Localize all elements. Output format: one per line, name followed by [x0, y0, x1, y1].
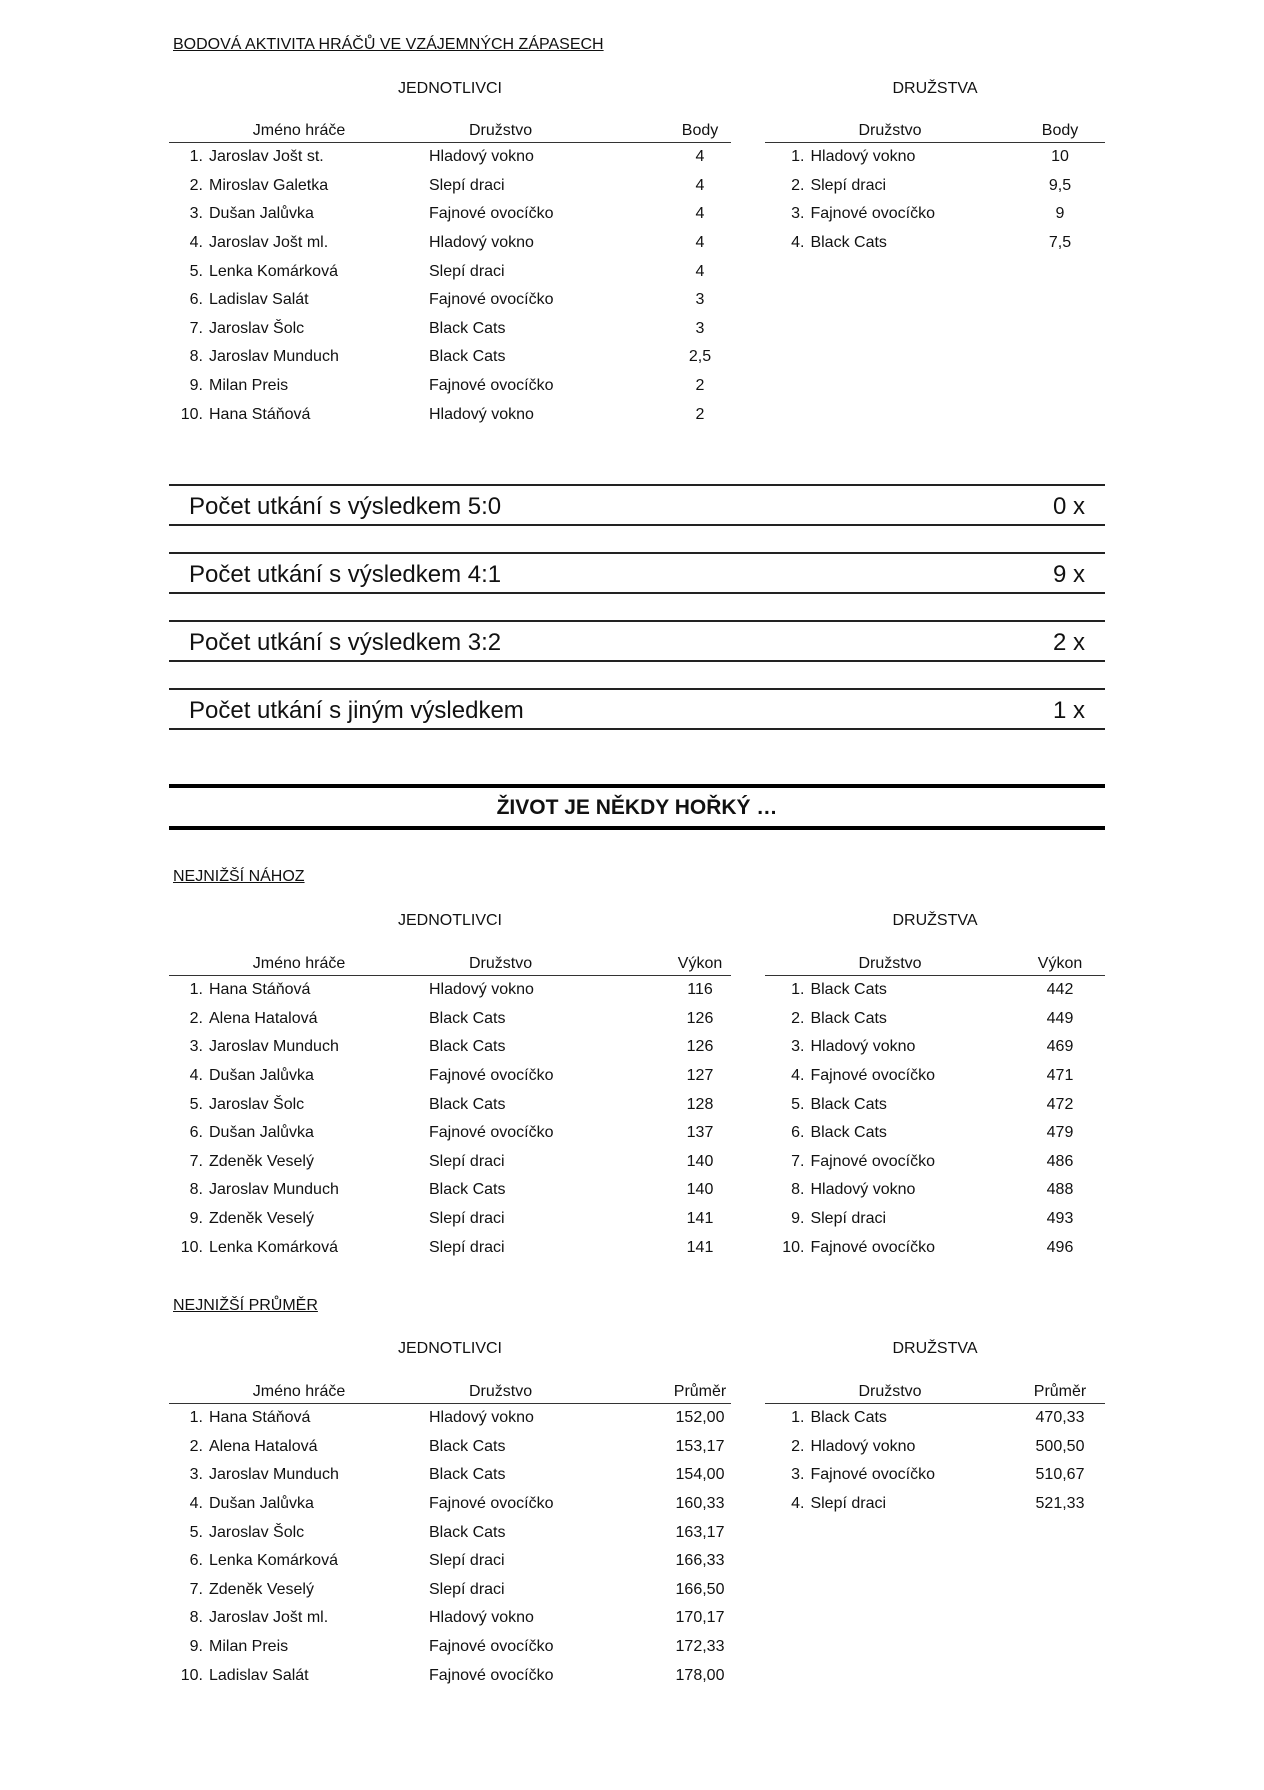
team-name-cell: Hladový vokno [429, 148, 534, 166]
value-cell: 126 [686, 1009, 714, 1027]
team-name-cell: Black Cats [429, 1009, 506, 1027]
table-row [169, 1119, 731, 1148]
table-row [169, 372, 731, 401]
value-cell: 449 [1046, 1009, 1074, 1027]
rank-number-cell: 7. [189, 1580, 203, 1598]
teams-heading: DRUŽSTVA [892, 80, 978, 97]
team-name-cell: Slepí draci [429, 1210, 505, 1228]
section-title-points: BODOVÁ AKTIVITA HRÁČŮ VE VZÁJEMNÝCH ZÁPASECH [173, 36, 604, 53]
column-header: Výkon [669, 946, 731, 976]
rank-number-cell: 10. [180, 1666, 203, 1684]
team-name-cell: Fajnové ovocíčko [429, 377, 554, 395]
rank-number-cell: 2. [791, 1437, 805, 1455]
team-name-cell: Slepí draci [429, 1238, 505, 1256]
count-row [169, 552, 1105, 594]
rank-number-cell: 2. [791, 176, 805, 194]
column-header: Výkon [1015, 946, 1105, 976]
value-cell: 2,5 [688, 348, 712, 366]
team-name-cell: Fajnové ovocíčko [429, 291, 554, 309]
value-cell: 4 [695, 176, 705, 194]
player-name-cell: Lenka Komárková [209, 1552, 338, 1570]
team-name-cell: Black Cats [429, 1523, 506, 1541]
value-cell: 153,17 [675, 1437, 725, 1455]
value-cell: 170,17 [675, 1609, 725, 1627]
team-name-cell: Hladový vokno [429, 405, 534, 423]
table-row [169, 172, 731, 201]
table-row [169, 1661, 731, 1690]
team-name-cell: Fajnové ovocíčko [429, 205, 554, 223]
count-value: 9 x [1052, 561, 1085, 588]
teams-heading: DRUŽSTVA [892, 1340, 978, 1357]
section-title-lowest-average: NEJNIŽŠÍ PRŮMĚR [173, 1297, 318, 1314]
value-cell: 127 [686, 1067, 714, 1085]
value-cell: 4 [695, 234, 705, 252]
table-row [765, 1119, 1105, 1148]
rank-number-cell: 2. [189, 176, 203, 194]
column-header: Družstvo [765, 946, 1015, 976]
table-row [169, 343, 731, 372]
team-name-cell: Fajnové ovocíčko [429, 1067, 554, 1085]
team-name-cell: Fajnové ovocíčko [429, 1638, 554, 1656]
rank-number-cell: 3. [791, 205, 805, 223]
table-row [765, 1148, 1105, 1177]
rank-number-cell: 1. [189, 148, 203, 166]
table-row [169, 1062, 731, 1091]
value-cell: 116 [687, 981, 713, 999]
player-name-cell: Jaroslav Šolc [209, 1523, 305, 1541]
column-header: Průměr [1015, 1374, 1105, 1404]
value-cell: 521,33 [1035, 1495, 1085, 1513]
value-cell: 493 [1046, 1210, 1074, 1228]
team-name-cell: Black Cats [429, 1181, 506, 1199]
count-value: 2 x [1052, 629, 1085, 656]
table-row [765, 1062, 1105, 1091]
column-header: Jméno hráče [169, 946, 429, 976]
value-cell: 166,50 [675, 1580, 725, 1598]
player-name-cell: Hana Stáňová [209, 405, 311, 423]
column-header: Družstvo [765, 113, 1015, 143]
rank-number-cell: 9. [189, 1638, 203, 1656]
rank-number-cell: 1. [791, 1409, 805, 1427]
player-name-cell: Jaroslav Šolc [209, 1095, 305, 1113]
value-cell: 126 [686, 1038, 714, 1056]
count-row [169, 688, 1105, 730]
column-header: Jméno hráče [169, 1374, 429, 1404]
team-name-cell: Black Cats [429, 348, 506, 366]
team-name-cell: Black Cats [810, 1124, 887, 1142]
rank-number-cell: 9. [189, 377, 203, 395]
rank-number-cell: 5. [189, 1095, 203, 1113]
rank-number-cell: 3. [189, 1038, 203, 1056]
value-cell: 172,33 [675, 1638, 725, 1656]
table-row [169, 1518, 731, 1547]
rank-number-cell: 4. [189, 1067, 203, 1085]
table-row [169, 1433, 731, 1462]
table-row [765, 1176, 1105, 1205]
table-row [169, 1176, 731, 1205]
rank-number-cell: 1. [189, 1409, 203, 1427]
column-header: Body [669, 113, 731, 143]
individuals-heading: JEDNOTLIVCI [397, 80, 502, 97]
player-name-cell: Jaroslav Jošt ml. [209, 234, 329, 252]
table-row [169, 257, 731, 286]
table-row [169, 1033, 731, 1062]
team-name-cell: Hladový vokno [429, 234, 534, 252]
player-name-cell: Jaroslav Munduch [209, 1466, 339, 1484]
value-cell: 10 [1051, 148, 1069, 166]
player-name-cell: Dušan Jalůvka [209, 205, 314, 223]
table-row [765, 1490, 1105, 1519]
value-cell: 442 [1046, 981, 1074, 999]
rank-number-cell: 5. [791, 1095, 805, 1113]
team-name-cell: Fajnové ovocíčko [810, 1238, 935, 1256]
rank-number-cell: 4. [791, 234, 805, 252]
team-lowest-average-table [765, 1374, 1105, 1518]
rank-number-cell: 6. [189, 1124, 203, 1142]
rank-number-cell: 4. [189, 234, 203, 252]
player-name-cell: Jaroslav Jošt ml. [209, 1609, 329, 1627]
individual-lowest-average-table [169, 1374, 731, 1690]
table-row [169, 1233, 731, 1262]
player-name-cell: Milan Preis [209, 377, 289, 395]
team-name-cell: Black Cats [429, 1437, 506, 1455]
value-cell: 486 [1046, 1152, 1074, 1170]
player-name-cell: Jaroslav Jošt st. [209, 148, 324, 166]
team-name-cell: Black Cats [810, 981, 887, 999]
rank-number-cell: 1. [791, 148, 805, 166]
value-cell: 9,5 [1048, 176, 1072, 194]
table-row [765, 1090, 1105, 1119]
rank-number-cell: 7. [189, 1152, 203, 1170]
rank-number-cell: 8. [189, 348, 203, 366]
table-row [169, 229, 731, 258]
team-name-cell: Fajnové ovocíčko [429, 1124, 554, 1142]
rank-number-cell: 10. [180, 405, 203, 423]
team-name-cell: Black Cats [810, 1009, 887, 1027]
team-name-cell: Slepí draci [810, 176, 887, 194]
player-name-cell: Hana Stáňová [209, 1409, 311, 1427]
section-title-lowest-throw: NEJNIŽŠÍ NÁHOZ [173, 868, 305, 885]
player-name-cell: Alena Hatalová [209, 1437, 318, 1455]
rank-number-cell: 8. [189, 1609, 203, 1627]
table-row [169, 1633, 731, 1662]
count-value: 0 x [1052, 493, 1085, 520]
individuals-heading: JEDNOTLIVCI [397, 912, 502, 929]
individual-lowest-throw-table [169, 946, 731, 1262]
table-row [765, 1005, 1105, 1034]
player-name-cell: Ladislav Salát [209, 291, 309, 309]
team-lowest-throw-table [765, 946, 1105, 1262]
table-row [765, 172, 1105, 201]
value-cell: 152,00 [675, 1409, 725, 1427]
player-name-cell: Dušan Jalůvka [209, 1124, 314, 1142]
value-cell: 140 [686, 1152, 714, 1170]
team-name-cell: Fajnové ovocíčko [810, 1152, 935, 1170]
column-header: Jméno hráče [169, 113, 429, 143]
table-row [169, 1005, 731, 1034]
player-name-cell: Jaroslav Šolc [209, 319, 305, 337]
rank-number-cell: 3. [189, 1466, 203, 1484]
rank-number-cell: 4. [189, 1495, 203, 1513]
team-name-cell: Slepí draci [810, 1210, 887, 1228]
rank-number-cell: 3. [189, 205, 203, 223]
rank-number-cell: 9. [791, 1210, 805, 1228]
table-row [169, 200, 731, 229]
player-name-cell: Jaroslav Munduch [209, 1181, 339, 1199]
value-cell: 4 [695, 205, 705, 223]
team-name-cell: Black Cats [810, 1409, 887, 1427]
player-name-cell: Alena Hatalová [209, 1009, 318, 1027]
player-name-cell: Jaroslav Munduch [209, 348, 339, 366]
team-name-cell: Slepí draci [429, 1580, 505, 1598]
value-cell: 2 [695, 377, 705, 395]
player-name-cell: Zdeněk Veselý [209, 1152, 314, 1170]
team-name-cell: Hladový vokno [810, 1181, 916, 1199]
count-label: Počet utkání s výsledkem 4:1 [189, 561, 502, 588]
count-label: Počet utkání s jiným výsledkem [189, 697, 524, 724]
team-name-cell: Hladový vokno [429, 981, 534, 999]
team-name-cell: Black Cats [429, 1038, 506, 1056]
value-cell: 140 [686, 1181, 714, 1199]
count-label: Počet utkání s výsledkem 3:2 [189, 629, 502, 656]
value-cell: 470,33 [1035, 1409, 1085, 1427]
individual-points-table [169, 113, 731, 429]
table-row [765, 1404, 1105, 1433]
team-name-cell: Black Cats [429, 319, 506, 337]
rank-number-cell: 2. [791, 1009, 805, 1027]
value-cell: 488 [1046, 1181, 1074, 1199]
rank-number-cell: 9. [189, 1210, 203, 1228]
table-row [765, 1205, 1105, 1234]
value-cell: 160,33 [675, 1495, 725, 1513]
table-row [169, 1547, 731, 1576]
team-points-table [765, 113, 1105, 257]
value-cell: 141 [686, 1238, 714, 1256]
rank-number-cell: 6. [791, 1124, 805, 1142]
rank-number-cell: 3. [791, 1466, 805, 1484]
rank-number-cell: 2. [189, 1437, 203, 1455]
table-row [765, 200, 1105, 229]
table-row [169, 315, 731, 344]
table-row [765, 1033, 1105, 1062]
value-cell: 154,00 [675, 1466, 725, 1484]
team-name-cell: Hladový vokno [810, 1038, 916, 1056]
column-header: Družstvo [429, 1374, 669, 1404]
count-row [169, 484, 1105, 526]
team-name-cell: Black Cats [810, 234, 887, 252]
rank-number-cell: 1. [189, 981, 203, 999]
team-name-cell: Fajnové ovocíčko [810, 1067, 935, 1085]
table-row [765, 976, 1105, 1005]
value-cell: 496 [1046, 1238, 1074, 1256]
player-name-cell: Dušan Jalůvka [209, 1495, 314, 1513]
rank-number-cell: 8. [791, 1181, 805, 1199]
rank-number-cell: 5. [189, 1523, 203, 1541]
rank-number-cell: 3. [791, 1038, 805, 1056]
player-name-cell: Hana Stáňová [209, 981, 311, 999]
value-cell: 4 [695, 148, 705, 166]
banner-text: ŽIVOT JE NĚKDY HOŘKÝ … [496, 796, 778, 819]
value-cell: 3 [695, 319, 705, 337]
player-name-cell: Dušan Jalůvka [209, 1067, 314, 1085]
table-row [169, 976, 731, 1005]
rank-number-cell: 8. [189, 1181, 203, 1199]
team-name-cell: Fajnové ovocíčko [810, 205, 935, 223]
column-header: Družstvo [429, 113, 669, 143]
value-cell: 163,17 [675, 1523, 725, 1541]
table-row [169, 1148, 731, 1177]
player-name-cell: Jaroslav Munduch [209, 1038, 339, 1056]
rank-number-cell: 6. [189, 291, 203, 309]
player-name-cell: Lenka Komárková [209, 262, 338, 280]
rank-number-cell: 7. [791, 1152, 805, 1170]
value-cell: 510,67 [1035, 1466, 1085, 1484]
rank-number-cell: 1. [791, 981, 805, 999]
team-name-cell: Black Cats [810, 1095, 887, 1113]
value-cell: 2 [695, 405, 705, 423]
table-row [169, 400, 731, 429]
column-header: Družstvo [429, 946, 669, 976]
team-name-cell: Fajnové ovocíčko [429, 1495, 554, 1513]
player-name-cell: Ladislav Salát [209, 1666, 309, 1684]
team-name-cell: Slepí draci [429, 1152, 505, 1170]
column-header: Průměr [669, 1374, 731, 1404]
player-name-cell: Lenka Komárková [209, 1238, 338, 1256]
rank-number-cell: 4. [791, 1495, 805, 1513]
value-cell: 469 [1046, 1038, 1074, 1056]
rank-number-cell: 5. [189, 262, 203, 280]
banner [169, 784, 1105, 830]
table-row [169, 286, 731, 315]
rank-number-cell: 6. [189, 1552, 203, 1570]
table-row [765, 229, 1105, 258]
table-row [169, 1461, 731, 1490]
value-cell: 9 [1055, 205, 1065, 223]
value-cell: 128 [686, 1095, 714, 1113]
team-name-cell: Slepí draci [429, 262, 505, 280]
table-row [169, 143, 731, 172]
table-row [765, 143, 1105, 172]
player-name-cell: Zdeněk Veselý [209, 1210, 314, 1228]
team-name-cell: Slepí draci [429, 1552, 505, 1570]
count-value: 1 x [1052, 697, 1085, 724]
team-name-cell: Black Cats [429, 1466, 506, 1484]
player-name-cell: Miroslav Galetka [209, 176, 329, 194]
teams-heading: DRUŽSTVA [892, 912, 978, 929]
table-row [765, 1233, 1105, 1262]
column-header: Družstvo [765, 1374, 1015, 1404]
table-row [169, 1205, 731, 1234]
rank-number-cell: 10. [180, 1238, 203, 1256]
rank-number-cell: 7. [189, 319, 203, 337]
value-cell: 479 [1046, 1124, 1074, 1142]
team-name-cell: Black Cats [429, 1095, 506, 1113]
value-cell: 472 [1046, 1095, 1074, 1113]
value-cell: 137 [686, 1124, 714, 1142]
value-cell: 141 [686, 1210, 714, 1228]
value-cell: 471 [1046, 1067, 1074, 1085]
player-name-cell: Milan Preis [209, 1638, 289, 1656]
rank-number-cell: 4. [791, 1067, 805, 1085]
team-name-cell: Hladový vokno [810, 148, 916, 166]
team-name-cell: Slepí draci [429, 176, 505, 194]
team-name-cell: Hladový vokno [810, 1437, 916, 1455]
count-row [169, 620, 1105, 662]
table-row [169, 1576, 731, 1605]
table-row [169, 1404, 731, 1433]
table-row [765, 1461, 1105, 1490]
value-cell: 178,00 [675, 1666, 725, 1684]
value-cell: 3 [695, 291, 705, 309]
team-name-cell: Fajnové ovocíčko [429, 1666, 554, 1684]
individuals-heading: JEDNOTLIVCI [397, 1340, 502, 1357]
value-cell: 7,5 [1048, 234, 1072, 252]
table-row [169, 1604, 731, 1633]
player-name-cell: Zdeněk Veselý [209, 1580, 314, 1598]
value-cell: 500,50 [1035, 1437, 1085, 1455]
rank-number-cell: 2. [189, 1009, 203, 1027]
table-row [169, 1490, 731, 1519]
team-name-cell: Hladový vokno [429, 1409, 534, 1427]
column-header: Body [1015, 113, 1105, 143]
team-name-cell: Fajnové ovocíčko [810, 1466, 935, 1484]
value-cell: 4 [695, 262, 705, 280]
value-cell: 166,33 [675, 1552, 725, 1570]
count-label: Počet utkání s výsledkem 5:0 [189, 493, 502, 520]
rank-number-cell: 10. [782, 1238, 805, 1256]
table-row [169, 1090, 731, 1119]
team-name-cell: Slepí draci [810, 1495, 887, 1513]
table-row [765, 1433, 1105, 1462]
team-name-cell: Hladový vokno [429, 1609, 534, 1627]
